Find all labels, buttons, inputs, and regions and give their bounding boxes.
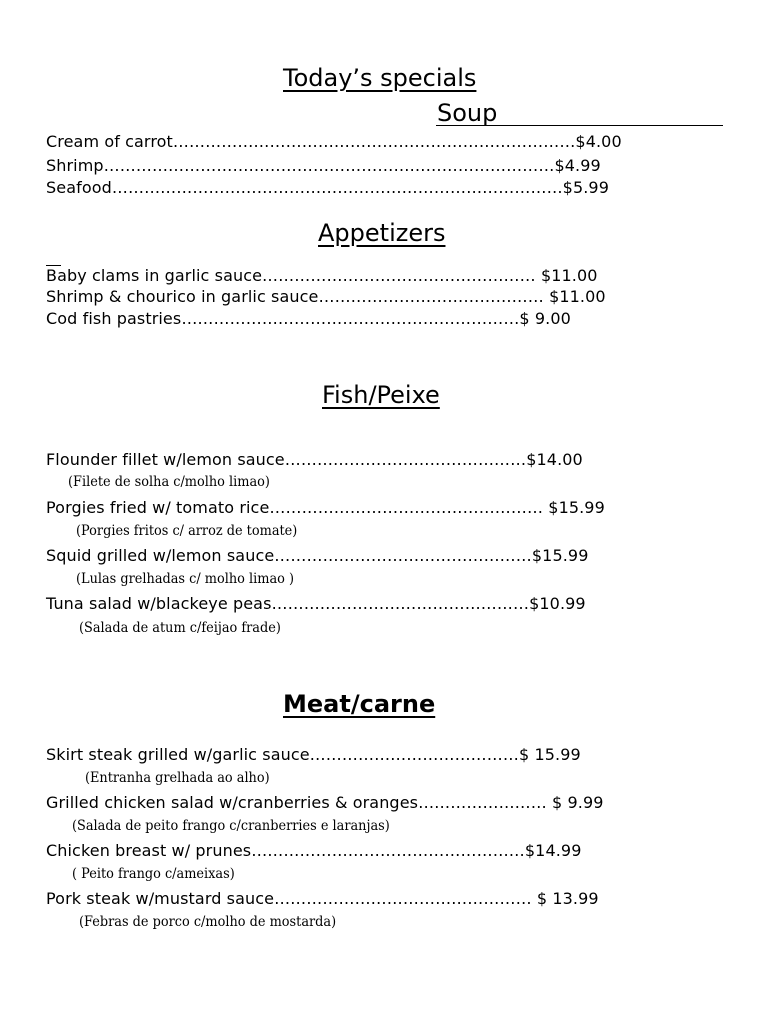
appetizer-item-shrimp-chourico: Shrimp & chourico in garlic sauce…………………………………… $11.00: [46, 287, 606, 306]
appetizer-item-baby-clams: Baby clams in garlic sauce…………………………………………… $11.00: [46, 266, 598, 285]
meat-item-chicken-breast: Chicken breast w/ prunes……………………………………………$14.99: [46, 841, 582, 860]
fish-item-flounder: Flounder fillet w/lemon sauce………………………………………$14.00: [46, 450, 583, 469]
meat-item-pork-steak-translation: (Febras de porco c/molho de mostarda): [79, 914, 337, 930]
fish-item-porgies: Porgies fried w/ tomato rice…………………………………………… $15.99: [46, 498, 605, 517]
soup-heading-underline: [436, 125, 723, 126]
soup-item-shrimp: Shrimp…………………………………………………………………………$4.99: [46, 156, 601, 175]
meat-item-pork-steak: Pork steak w/mustard sauce………………………………………… $ 13.99: [46, 889, 599, 908]
fish-heading: Fish/Peixe: [322, 381, 440, 409]
meat-item-skirt-steak: Skirt steak grilled w/garlic sauce…………………………………$ 15.99: [46, 745, 581, 764]
meat-heading: Meat/carne: [283, 690, 436, 718]
meat-item-skirt-steak-translation: (Entranha grelhada ao alho): [85, 770, 270, 786]
fish-item-squid-translation: (Lulas grelhadas c/ molho limao ): [76, 571, 295, 587]
appetizer-item-cod-fish-pastries: Cod fish pastries………………………………………………………$ 9.00: [46, 309, 571, 328]
appetizers-heading: Appetizers: [318, 219, 446, 247]
page-title: Today’s specials: [283, 64, 477, 92]
fish-item-tuna-salad-translation: (Salada de atum c/feijao frade): [79, 620, 281, 636]
fish-item-flounder-translation: (Filete de solha c/molho limao): [68, 474, 270, 490]
soup-item-seafood: Seafood…………………………………………………………………………$5.99: [46, 178, 609, 197]
fish-item-squid: Squid grilled w/lemon sauce…………………………………………$15.99: [46, 546, 589, 565]
soup-heading: Soup: [437, 99, 498, 127]
meat-item-grilled-chicken-salad-translation: (Salada de peito frango c/cranberries e laranjas): [72, 818, 390, 834]
meat-item-grilled-chicken-salad: Grilled chicken salad w/cranberries & oranges…………………… $ 9.99: [46, 793, 604, 812]
fish-item-porgies-translation: (Porgies fritos c/ arroz de tomate): [76, 523, 298, 539]
soup-item-cream-of-carrot: Cream of carrot…………………………………………………………………$4.00: [46, 132, 622, 151]
fish-item-tuna-salad: Tuna salad w/blackeye peas…………………………………………$10.99: [46, 594, 586, 613]
meat-item-chicken-breast-translation: ( Peito frango c/ameixas): [72, 866, 235, 882]
